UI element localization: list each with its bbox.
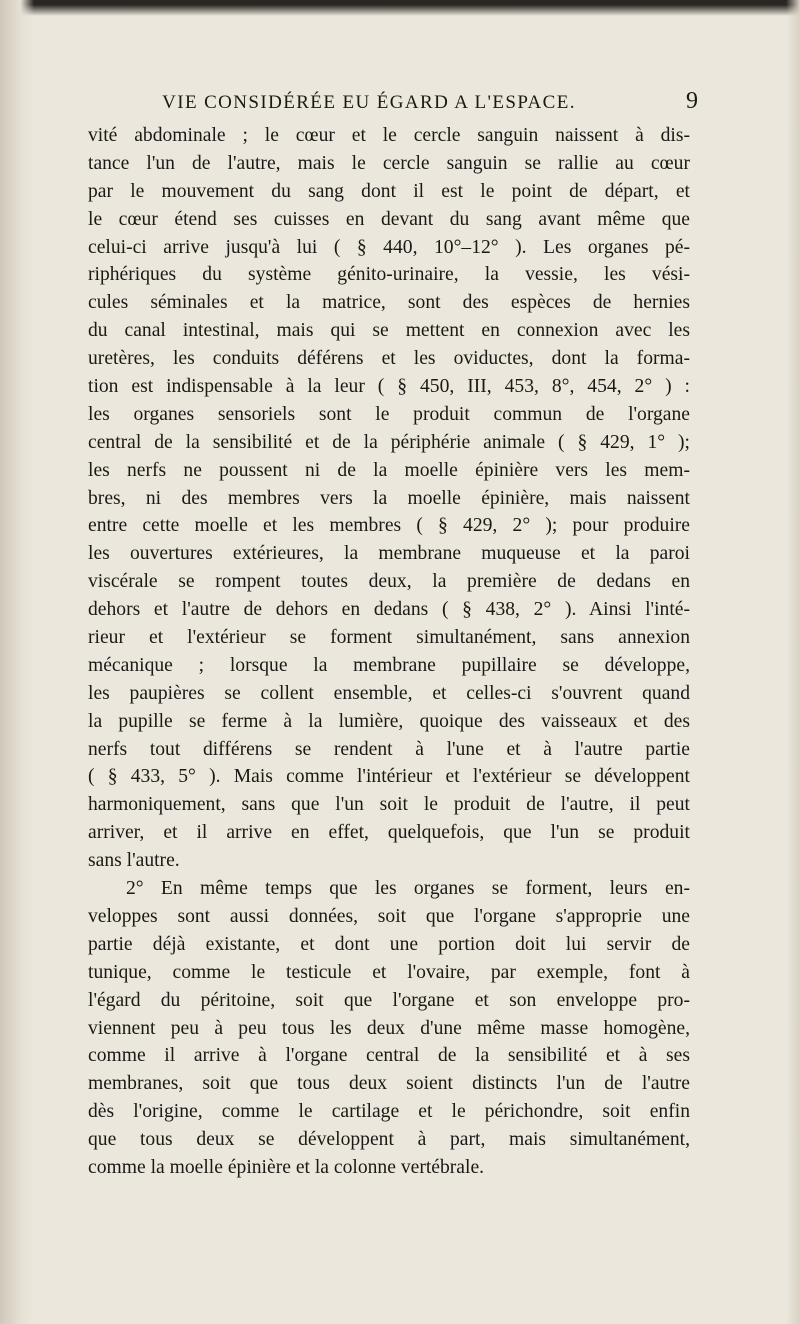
text-line: veloppes sont aussi données, soit que l'organe s'approprie une xyxy=(88,905,690,927)
page-top-edge xyxy=(0,0,800,16)
text-line: arriver, et il arrive en effet, quelquefois, que l'un se produit xyxy=(88,822,690,844)
text-line: les paupières se collent ensemble, et celles-ci s'ouvrent quand xyxy=(88,682,690,704)
text-line: tion est indispensable à la leur ( § 450, III, 453, 8°, 454, 2° ) : xyxy=(88,376,690,398)
text-line: mécanique ; lorsque la membrane pupillaire se développe, xyxy=(88,654,690,676)
text-line: comme il arrive à l'organe central de la sensibilité et à ses xyxy=(88,1045,690,1067)
text-line: l'égard du péritoine, soit que l'organe et son enveloppe pro- xyxy=(88,989,690,1011)
page-right-edge xyxy=(786,0,800,1324)
text-line: vité abdominale ; le cœur et le cercle sanguin naissent à dis- xyxy=(88,125,690,146)
text-line: entre cette moelle et les membres ( § 429, 2° ); pour produire xyxy=(88,515,690,537)
body-text xyxy=(88,122,690,1182)
text-line: ( § 433, 5° ). Mais comme l'intérieur et l'extérieur se développent xyxy=(88,766,690,788)
text-line: le cœur étend ses cuisses en devant du sang avant même que xyxy=(88,208,690,230)
running-head xyxy=(88,88,698,122)
text-line: bres, ni des membres vers la moelle épinière, mais naissent xyxy=(88,487,690,509)
text-line: du canal intestinal, mais qui se mettent en connexion avec les xyxy=(88,320,690,342)
text-line: riphériques du système génito-urinaire, la vessie, les vési- xyxy=(88,264,690,286)
running-title: VIE CONSIDÉRÉE EU ÉGARD A L'ESPACE. xyxy=(162,92,576,113)
text-line: dès l'origine, comme le cartilage et le périchondre, soit enfin xyxy=(88,1101,690,1123)
text-line: rieur et l'extérieur se forment simultanément, sans annexion xyxy=(88,627,690,649)
text-line: que tous deux se développent à part, mais simultanément, xyxy=(88,1129,690,1151)
text-line: viennent peu à peu tous les deux d'une même masse homogène, xyxy=(88,1017,690,1039)
text-line: les nerfs ne poussent ni de la moelle épinière vers les mem- xyxy=(88,459,690,481)
text-line: harmoniquement, sans que l'un soit le produit de l'autre, il peut xyxy=(88,794,690,816)
text-line: uretères, les conduits déférens et les oviductes, dont la forma- xyxy=(88,348,690,370)
text-line: tunique, comme le testicule et l'ovaire, par exemple, font à xyxy=(88,961,690,983)
text-line: la pupille se ferme à la lumière, quoique des vaisseaux et des xyxy=(88,710,690,732)
page-left-edge xyxy=(0,0,34,1324)
text-line: cules séminales et la matrice, sont des espèces de hernies xyxy=(88,292,690,314)
text-line: les ouvertures extérieures, la membrane muqueuse et la paroi xyxy=(88,543,690,565)
text-line: viscérale se rompent toutes deux, la première de dedans en xyxy=(88,571,690,593)
text-line: tance l'un de l'autre, mais le cercle sanguin se rallie au cœur xyxy=(88,152,690,174)
page-number: 9 xyxy=(686,88,698,114)
text-line: les organes sensoriels sont le produit commun de l'organe xyxy=(88,403,690,425)
text-line: par le mouvement du sang dont il est le point de départ, et xyxy=(88,180,690,202)
text-line: partie déjà existante, et dont une portion doit lui servir de xyxy=(88,933,690,955)
text-line: membranes, soit que tous deux soient distincts l'un de l'autre xyxy=(88,1073,690,1095)
book-page xyxy=(88,88,698,1182)
text-line: central de la sensibilité et de la périphérie animale ( § 429, 1° ); xyxy=(88,431,690,453)
text-line: 2° En même temps que les organes se forment, leurs en- xyxy=(126,878,690,900)
text-line: celui-ci arrive jusqu'à lui ( § 440, 10°–12° ). Les organes pé- xyxy=(88,236,690,258)
text-line: dehors et l'autre de dehors en dedans ( § 438, 2° ). Ainsi l'inté- xyxy=(88,599,690,621)
text-line: sans l'autre. xyxy=(88,850,180,872)
text-line: nerfs tout différens se rendent à l'une et à l'autre partie xyxy=(88,738,690,760)
text-line: comme la moelle épinière et la colonne vertébrale. xyxy=(88,1156,485,1178)
